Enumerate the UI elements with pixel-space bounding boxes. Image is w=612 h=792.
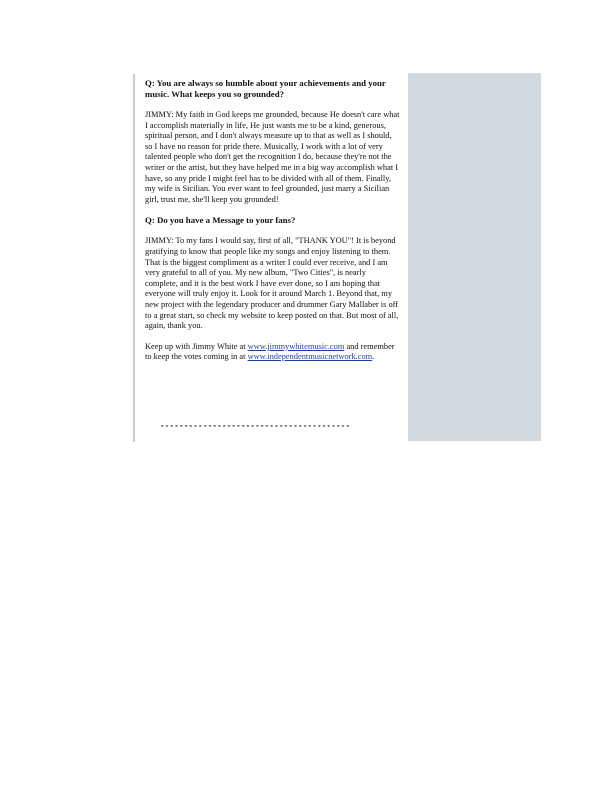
answer-2: JIMMY: To my fans I would say, first of all, "THANK YOU"! It is beyond gratifying to know that people like my songs and enjoy listening to them. That is the biggest compliment as a writer I could ever receive, and I am very grateful to all of you. My new album, "Two Cities", is nearly complete, and it is the best work I have ever done, so I am hoping that everyone will truly enjoy it. Look for it around March 1. Beyond that, my new project with the legendary producer and drummer Gary Mallaber is off to a great start, so check my website to keep posted on that. But most of all, again, thank you. [145,236,399,331]
asterisk-separator: **************************************** [160,425,351,433]
follow-note-middle: and remember to keep the votes coming in at [145,341,395,362]
jimmy-white-website-link[interactable]: www.jimmywhitemusic.com [247,341,345,351]
question-1: Q: You are always so humble about your achievements and your music. What keeps you so grounded? [145,78,386,99]
article-body [145,78,400,363]
question-2: Q: Do you have a Message to your fans? [145,215,296,226]
left-divider-rule [133,74,135,442]
follow-note [145,342,400,363]
follow-note-prefix: Keep up with Jimmy White at [145,341,248,351]
answer-1: JIMMY: My faith in God keeps me grounded, because He doesn't care what I accomplish materially in life, He just wants me to be a kind, generous, spiritual person, and I don't always measure up to that as well as I should, so I have no reason for pride there. Musically, I work with a lot of very talented people who don't get the recognition I do, because they're not the writer or the artist, but they have helped me in a big way accomplish what I have, so any pride I might feel has to be divided with all of them. Finally, my wife is Sicilian. You ever want to feel grounded, just marry a Sicilian girl, trust me, she'll keep you grounded! [145,110,400,204]
sidebar-panel [408,73,541,441]
independent-music-network-link[interactable]: www.independentmusicnetwork.com [247,352,373,362]
follow-note-suffix: . [372,352,375,362]
